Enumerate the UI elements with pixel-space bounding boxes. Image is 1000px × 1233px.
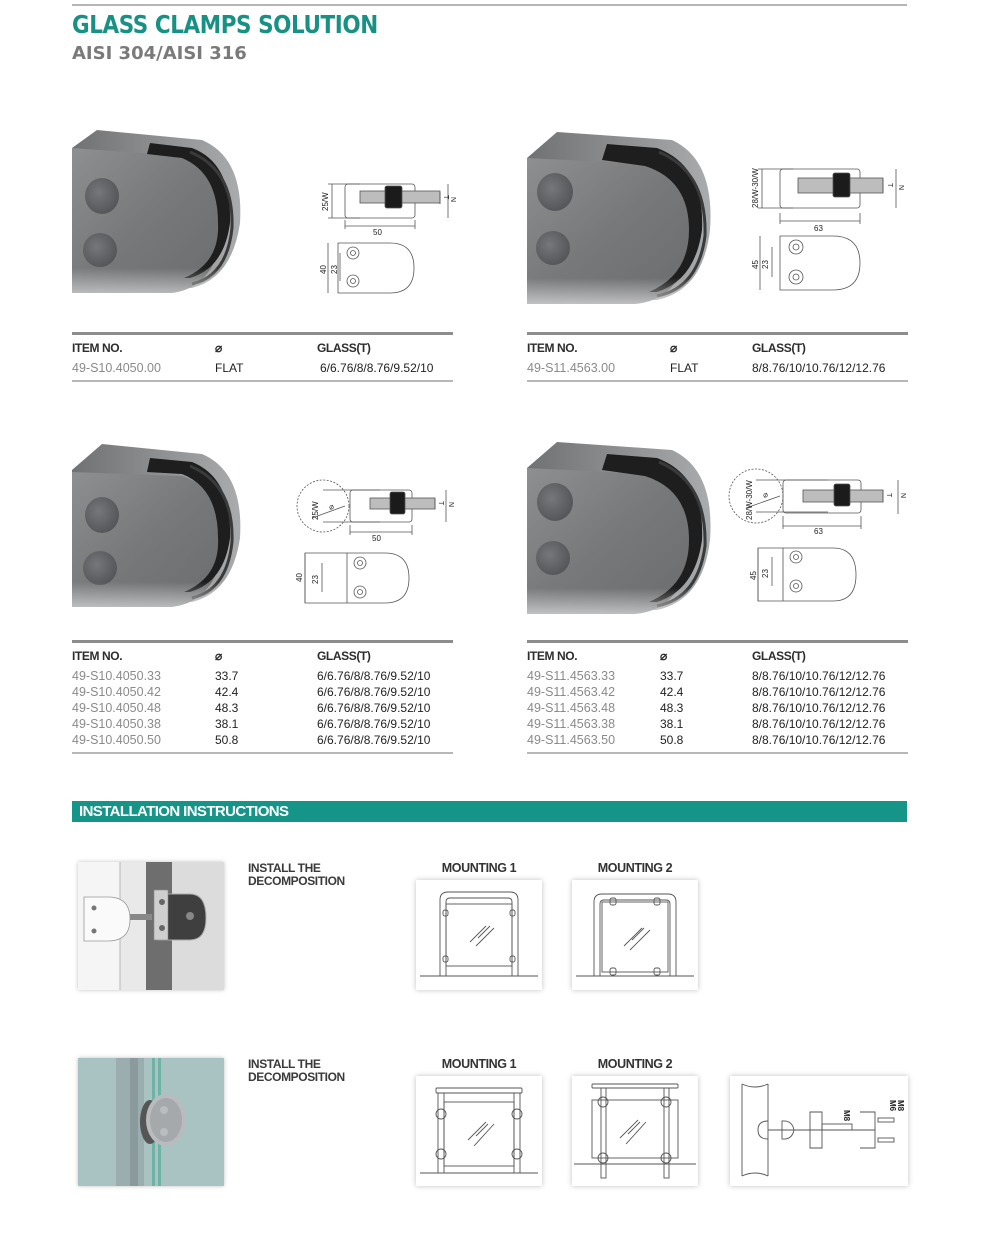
clamp-photo (72, 440, 247, 630)
col-diameter: ⌀ (670, 341, 677, 355)
dim-n: N (449, 197, 456, 203)
dim-width: 63 (814, 527, 823, 536)
dim-n: N (899, 493, 906, 499)
install-photo-round (78, 1058, 224, 1186)
technical-drawing (290, 480, 462, 605)
table-row: 49-S10.4050.48 48.3 6/6.76/8/8.76/9.52/10 (72, 701, 431, 715)
top-rule (72, 4, 907, 6)
clamp-photo (527, 440, 717, 635)
dim-hole-spacing: 23 (761, 260, 770, 269)
spec-table (527, 640, 908, 754)
table-row: 49-S11.4563.33 33.7 8/8.76/10/10.76/12/12.76 (527, 669, 886, 683)
technical-drawing (748, 163, 913, 295)
installation-banner (72, 801, 907, 822)
installation-heading: INSTALLATION INSTRUCTIONS (79, 803, 289, 820)
dim-t: T (437, 501, 444, 506)
dim-width: 63 (814, 224, 823, 233)
page-subtitle: AISI 304/AISI 316 (72, 43, 247, 64)
dim-plate-height: 45 (749, 571, 758, 580)
table-row: 49-S10.4050.38 38.1 6/6.76/8/8.76/9.52/10 (72, 717, 431, 731)
col-item-no: ITEM NO. (527, 649, 578, 663)
technical-drawing (320, 178, 465, 300)
mounting-2-diagram (572, 880, 698, 990)
dim-height: 25/W (311, 501, 320, 520)
page-title: GLASS CLAMPS SOLUTION (72, 10, 378, 39)
table-row: 49-S10.4050.00 FLAT 6/6.76/8/8.76/9.52/10 (72, 361, 434, 375)
install-instruction-text: INSTALL THE DECOMPOSITION (248, 861, 345, 888)
table-row: 49-S10.4050.42 42.4 6/6.76/8/8.76/9.52/10 (72, 685, 431, 699)
mounting-1-diagram (416, 1076, 542, 1186)
dim-n: N (897, 185, 904, 191)
spec-table (72, 332, 453, 382)
dim-diameter: ⌀ (327, 501, 336, 512)
dim-t: T (442, 195, 449, 200)
mounting-2-label: MOUNTING 2 (597, 1057, 673, 1071)
dim-hole-spacing: 23 (311, 575, 320, 584)
clamp-photo (72, 128, 247, 318)
col-item-no: ITEM NO. (72, 649, 123, 663)
bolt-label-m8-2: M8 (896, 1100, 905, 1112)
table-header (72, 341, 453, 361)
dim-diameter: ⌀ (761, 489, 770, 500)
dim-hole-spacing: 23 (330, 265, 339, 274)
table-row: 49-S10.4050.50 50.8 6/6.76/8/8.76/9.52/10 (72, 733, 431, 747)
dim-t: T (885, 493, 892, 498)
bolt-label-m6: M6 (888, 1100, 897, 1112)
install-instruction-text: INSTALL THE DECOMPOSITION (248, 1057, 345, 1084)
dim-height: 28/W-30/W (751, 168, 760, 208)
table-row: 49-S11.4563.48 48.3 8/8.76/10/10.76/12/12.76 (527, 701, 886, 715)
spec-table (72, 640, 453, 754)
install-photo-flat (78, 862, 224, 990)
dim-height: 28/W-30/W (745, 480, 754, 520)
col-diameter: ⌀ (215, 649, 222, 663)
col-glass: GLASS(T) (752, 649, 806, 663)
dim-hole-spacing: 23 (761, 569, 770, 578)
mounting-1-label: MOUNTING 1 (441, 1057, 517, 1071)
table-header (72, 649, 453, 669)
col-item-no: ITEM NO. (72, 341, 123, 355)
table-header (527, 341, 908, 361)
mounting-2-label: MOUNTING 2 (597, 861, 673, 875)
col-diameter: ⌀ (215, 341, 222, 355)
dim-plate-height: 45 (751, 260, 760, 269)
table-row: 49-S11.4563.42 42.4 8/8.76/10/10.76/12/12.76 (527, 685, 886, 699)
col-item-no: ITEM NO. (527, 341, 578, 355)
dim-width: 50 (373, 228, 382, 237)
dim-height: 25/W (321, 192, 330, 211)
dim-plate-height: 40 (295, 573, 304, 582)
col-glass: GLASS(T) (752, 341, 806, 355)
exploded-detail-diagram (730, 1076, 908, 1186)
dim-n: N (447, 502, 454, 508)
dim-plate-height: 40 (319, 265, 328, 274)
spec-table (527, 332, 908, 382)
table-row: 49-S10.4050.33 33.7 6/6.76/8/8.76/9.52/10 (72, 669, 431, 683)
table-header (527, 649, 908, 669)
mounting-2-diagram (572, 1076, 698, 1186)
col-diameter: ⌀ (660, 649, 667, 663)
table-row: 49-S11.4563.00 FLAT 8/8.76/10/10.76/12/12.76 (527, 361, 886, 375)
col-glass: GLASS(T) (317, 649, 371, 663)
dim-width: 50 (372, 534, 381, 543)
bolt-label-m8: M8 (842, 1110, 851, 1122)
mounting-1-label: MOUNTING 1 (441, 861, 517, 875)
mounting-1-diagram (416, 880, 542, 990)
dim-t: T (886, 183, 893, 188)
table-row: 49-S11.4563.38 38.1 8/8.76/10/10.76/12/12.76 (527, 717, 886, 731)
technical-drawing (728, 468, 910, 603)
table-row: 49-S11.4563.50 50.8 8/8.76/10/10.76/12/12.76 (527, 733, 886, 747)
clamp-photo (527, 130, 717, 325)
col-glass: GLASS(T) (317, 341, 371, 355)
